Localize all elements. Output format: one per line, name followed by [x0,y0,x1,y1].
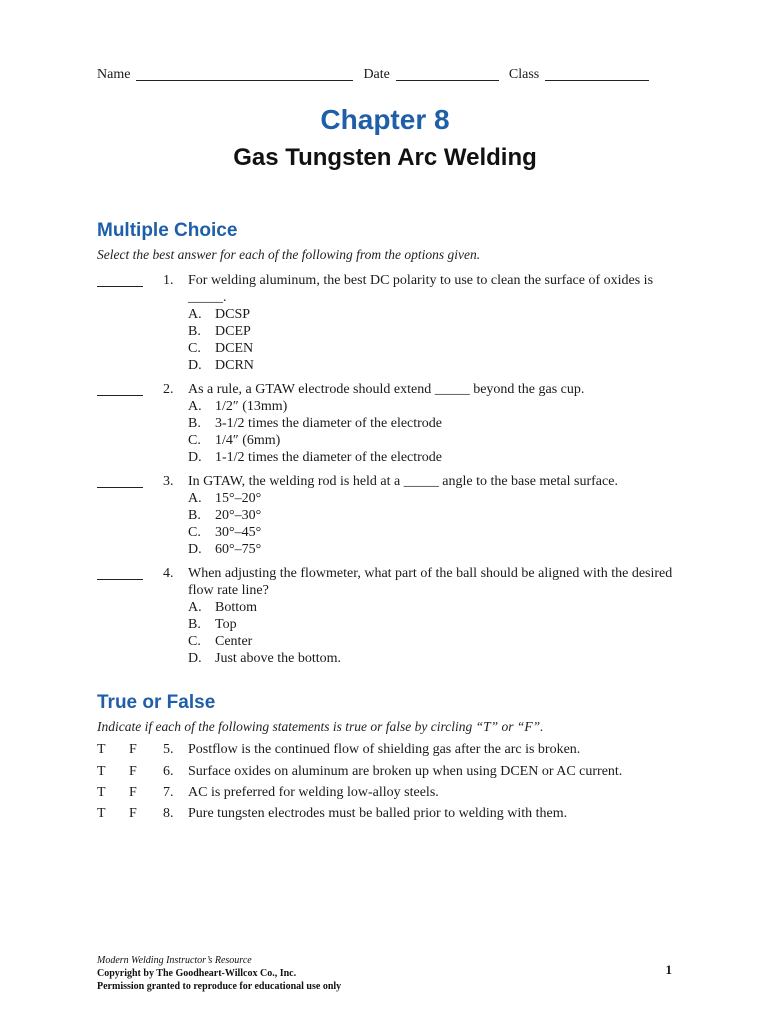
option-letter: C. [188,525,201,540]
option-a [188,490,678,507]
footer-permission: Permission granted to reproduce for educational use only [97,981,342,992]
option-letter: D. [188,542,202,557]
chapter-number: Chapter 8 [320,104,450,135]
true-option[interactable]: T [97,806,106,821]
question-text: For welding aluminum, the best DC polarity to use to clean the surface of oxides is _____. [188,273,654,305]
option-letter: A. [188,600,202,615]
option-text: DCSP [215,307,251,322]
multiple-choice-instructions: Select the best answer for each of the following from the options given. [97,247,481,262]
option-text: 15°–20° [215,491,262,506]
option-text: Bottom [215,600,258,615]
footer-resource-title: Modern Welding Instructor’s Resource [97,955,252,966]
option-letter: B. [188,508,201,523]
option-text: 1/2″ (13mm) [215,399,288,414]
answer-blank [97,487,143,488]
option-text: 1/4″ (6mm) [215,433,281,448]
option-letter: B. [188,324,201,339]
multiple-choice-heading: Multiple Choice [97,220,238,241]
item-number: 5. [163,742,174,757]
option-letter: A. [188,307,202,322]
name-blank [136,66,353,81]
option-letter: A. [188,399,202,414]
option-letter: B. [188,416,201,431]
answer-blank [97,579,143,580]
option-text: 3-1/2 times the diameter of the electrode [215,416,443,431]
option-text: Center [215,634,253,649]
false-option[interactable]: F [129,764,137,779]
false-option[interactable]: F [129,806,137,821]
name-label: Name [97,67,131,82]
question-number: 2. [163,382,174,397]
option-c [188,524,678,541]
page-footer [97,954,341,993]
option-d [188,650,678,667]
option-b [188,616,678,633]
option-letter: C. [188,341,201,356]
false-option[interactable]: F [129,785,137,800]
option-text: Top [215,617,237,632]
option-b [188,323,678,340]
true-false-instructions: Indicate if each of the following statements is true or false by circling “T” or “F”. [97,719,544,734]
option-letter: D. [188,450,202,465]
option-b [188,507,678,524]
item-number: 7. [163,785,174,800]
option-a [188,306,678,323]
option-a [188,398,678,415]
true-option[interactable]: T [97,764,106,779]
option-a [188,599,678,616]
option-b [188,415,678,432]
chapter-title: Gas Tungsten Arc Welding [233,144,537,171]
question-text: In GTAW, the welding rod is held at a _____ angle to the base metal surface. [188,474,618,489]
class-label: Class [508,67,540,82]
question-number: 3. [163,474,174,489]
option-text: 30°–45° [215,525,262,540]
true-option[interactable]: T [97,785,106,800]
question-text: When adjusting the flowmeter, what part of the ball should be aligned with the desired flow rate line? [188,566,673,598]
option-c [188,340,678,357]
option-letter: D. [188,358,202,373]
question-number: 4. [163,566,174,581]
date-label: Date [363,67,390,82]
true-false-heading: True or False [97,692,216,713]
option-letter: C. [188,433,201,448]
option-letter: C. [188,634,201,649]
option-d [188,357,678,374]
option-text: DCEN [215,341,254,356]
class-blank [545,66,649,81]
option-d [188,449,678,466]
option-text: 1-1/2 times the diameter of the electrode [215,450,443,465]
true-option[interactable]: T [97,742,106,757]
option-c [188,633,678,650]
false-option[interactable]: F [129,742,137,757]
footer-copyright: Copyright by The Goodheart-Willcox Co., Inc. [97,968,297,979]
statement-text: Postflow is the continued flow of shielding gas after the arc is broken. [188,742,581,757]
answer-blank [97,286,143,287]
option-text: DCEP [215,324,251,339]
option-letter: A. [188,491,202,506]
statement-text: AC is preferred for welding low-alloy steels. [188,785,439,800]
option-letter: D. [188,651,202,666]
statement-text: Pure tungsten electrodes must be balled prior to welding with them. [188,806,568,821]
option-text: DCRN [215,358,254,373]
option-text: 60°–75° [215,542,262,557]
option-text: Just above the bottom. [215,651,341,666]
question-number: 1. [163,273,174,288]
answer-blank [97,395,143,396]
page-number: 1 [665,962,672,977]
item-number: 8. [163,806,174,821]
option-c [188,432,678,449]
option-letter: B. [188,617,201,632]
statement-text: Surface oxides on aluminum are broken up when using DCEN or AC current. [188,764,623,779]
student-info-row [97,66,677,83]
date-blank [396,66,499,81]
question-text: As a rule, a GTAW electrode should extend _____ beyond the gas cup. [188,382,585,397]
option-text: 20°–30° [215,508,262,523]
item-number: 6. [163,764,174,779]
option-d [188,541,678,558]
